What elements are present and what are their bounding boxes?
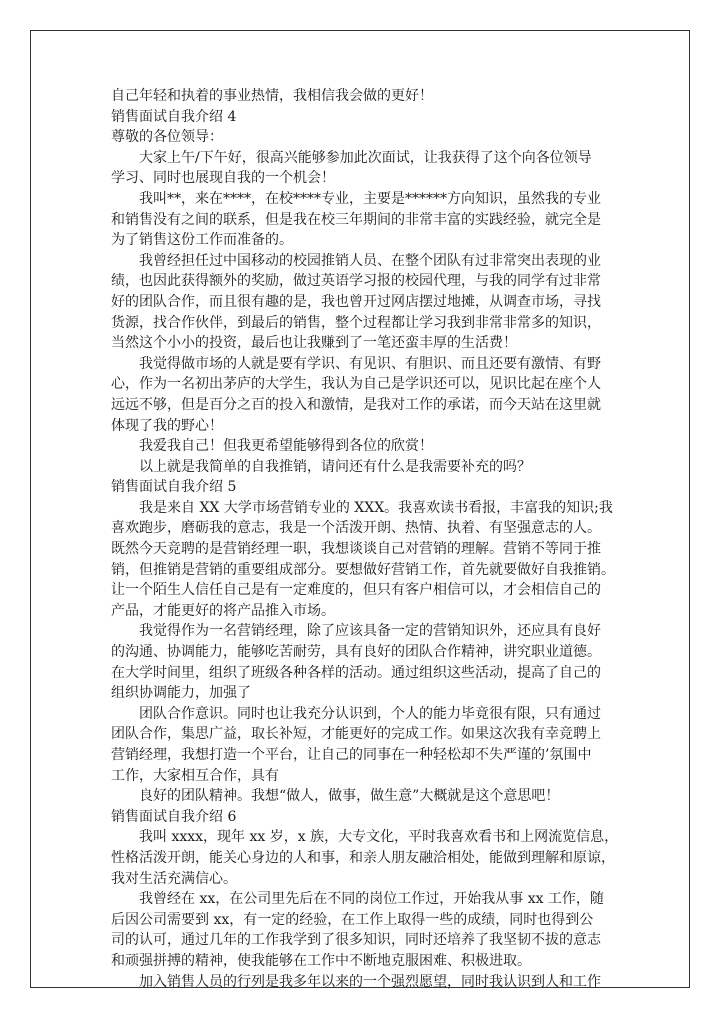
text-line: 产品，才能更好的将产品推入市场。 xyxy=(111,602,335,619)
text-line: 我对生活充满信心。 xyxy=(111,870,237,887)
text-line: 我曾经在 xx，在公司里先后在不同的岗位工作过，开始我从事 xx 工作，随 xyxy=(111,891,604,908)
text-line: 我曾经担任过中国移动的校园推销人员、在整个团队有过非常突出表现的业 xyxy=(111,252,601,269)
text-line: 加入销售人员的行列是我多年以来的一个强烈愿望，同时我认识到人和工作 xyxy=(111,973,601,990)
text-line: 和销售没有之间的联系，但是我在校三年期间的非常丰富的实践经验，就完全是 xyxy=(111,211,601,228)
text-line: 让一个陌生人信任自己是有一定难度的，但只有客户相信可以，才会相信自己的 xyxy=(111,582,601,599)
text-line: 营销经理，我想打造一个平台，让自己的同事在一种轻松却不失严谨的’氛围中 xyxy=(111,747,592,763)
section-heading: 销售面试自我介绍 4 xyxy=(111,108,237,125)
section-heading: 销售面试自我介绍 5 xyxy=(111,479,237,496)
text-line: 在大学时间里，组织了班级各种各样的活动。通过组织这些活动，提高了自己的 xyxy=(111,664,601,681)
text-line: 良好的团队精神。我想“做人，做事，做生意”大概就是这个意思吧！ xyxy=(111,788,560,805)
text-line: 学习、同时也展现自我的一个机会！ xyxy=(111,170,335,187)
text-line: 自己年轻和执着的事业热情，我相信我会做的更好！ xyxy=(111,88,433,104)
text-line: 为了销售这份工作而准备的。 xyxy=(111,232,293,249)
text-line: 心，作为一名初出茅庐的大学生，我认为自己是学识还可以，见识比起在座个人 xyxy=(111,376,601,393)
text-line: 我叫**，来在****，在校****专业，主要是******方向知识，虽然我的专业 xyxy=(111,190,601,207)
text-line: 我觉得做市场的人就是要有学识、有见识、有胆识、而且还要有激情、有野 xyxy=(111,355,601,372)
text-line: 的沟通、协调能力，能够吃苦耐劳，具有良好的团队合作精神，讲究职业道德。 xyxy=(111,644,601,661)
text-line: 性格活泼开朗，能关心身边的人和事，和亲人朋友融洽相处，能做到理解和原谅， xyxy=(111,849,615,866)
text-line: 和顽强拼搏的精神，使我能够在工作中不断地克服困难、积极进取。 xyxy=(111,952,531,969)
text-line: 当然这个小小的投资，最后也让我赚到了一笔还蛮丰厚的生活费！ xyxy=(111,335,517,352)
text-line: 远远不够，但是百分之百的投入和激情，是我对工作的承诺，而今天站在这里就 xyxy=(111,396,601,413)
text-line: 后因公司需要到 xx，有一定的经验，在工作上取得一些的成绩，同时也得到公 xyxy=(111,911,594,928)
text-line: 货源，找合作伙伴，到最后的销售，整个过程都让学习我到非常非常多的知识， xyxy=(111,314,601,331)
text-line: 我爱我自己！但我更希望能够得到各位的欣赏！ xyxy=(111,438,433,455)
text-line: 大家上午/下午好，很高兴能够参加此次面试，让我获得了这个向各位领导 xyxy=(111,149,592,166)
text-line: 好的团队合作，而且很有趣的是，我也曾开过网店摆过地摊，从调查市场，寻找 xyxy=(111,293,601,310)
text-line: 既然今天竞聘的是营销经理一职，我想谈谈自己对营销的理解。营销不等同于推 xyxy=(111,541,601,558)
salutation: 尊敬的各位领导： xyxy=(111,129,223,146)
document-body xyxy=(111,86,621,992)
text-line: 销，但推销是营销的重要组成部分。要想做好营销工作，首先就要做好自我推销。 xyxy=(111,561,615,578)
text-line: 我叫 xxxx，现年 xx 岁，x 族，大专文化，平时我喜欢看书和上网流览信息， xyxy=(111,829,619,846)
text-line: 团队合作意识。同时也让我充分认识到，个人的能力毕竟很有限，只有通过 xyxy=(111,705,601,722)
text-line: 工作，大家相互合作，具有 xyxy=(111,767,279,784)
text-line: 喜欢跑步，磨砺我的意志，我是一个活泼开朗、热情、执着、有坚强意志的人。 xyxy=(111,520,601,537)
text-line: 司的认可，通过几年的工作我学到了很多知识，同时还培养了我坚韧不拔的意志 xyxy=(111,932,601,949)
text-line: 团队合作，集思广益，取长补短，才能更好的完成工作。如果这次我有幸竞聘上 xyxy=(111,726,601,743)
text-line: 体现了我的野心！ xyxy=(111,417,223,434)
text-line: 组织协调能力，加强了 xyxy=(111,685,251,702)
text-line: 我是来自 XX 大学市场营销专业的 XXX。我喜欢读书看报，丰富我的知识;我 xyxy=(111,499,613,516)
text-line: 以上就是我简单的自我推销，请问还有什么是我需要补充的吗？ xyxy=(111,458,531,475)
section-heading: 销售面试自我介绍 6 xyxy=(111,808,237,825)
text-line: 我觉得作为一名营销经理，除了应该具备一定的营销知识外，还应具有良好 xyxy=(111,623,601,640)
text-line: 绩，也因此获得额外的奖励，做过英语学习报的校园代理，与我的同学有过非常 xyxy=(111,273,601,290)
